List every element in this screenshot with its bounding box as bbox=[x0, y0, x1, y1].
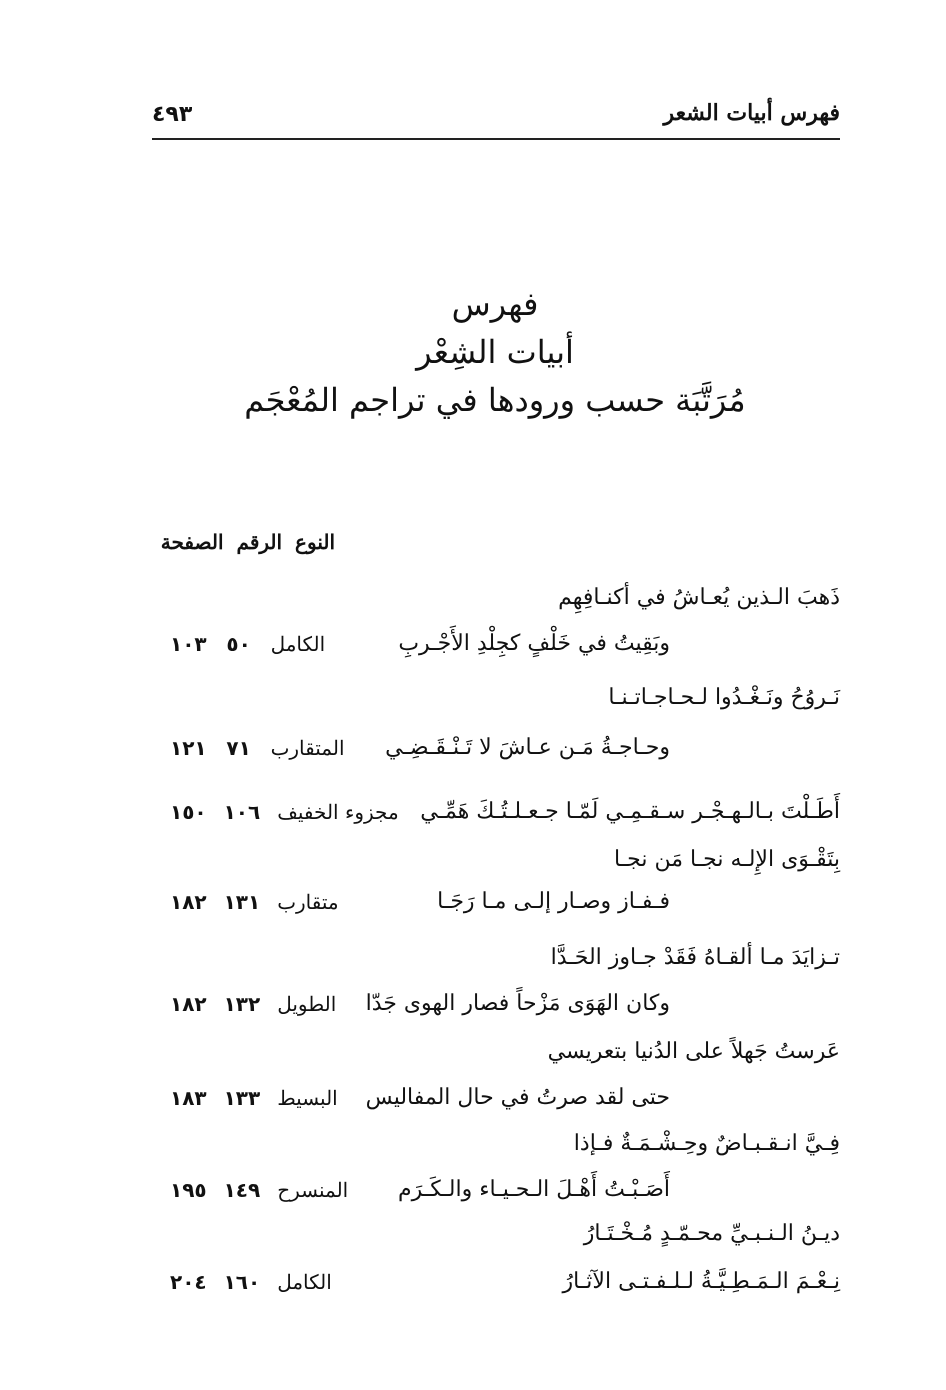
verse-meter: الكامل bbox=[270, 632, 326, 656]
verse-number: ١٣١ bbox=[223, 890, 261, 914]
verse-text: عَرستُ جَهلاً على الدُنيا بتعريسي bbox=[547, 1039, 840, 1064]
verse-text: أَطَـلْتَ بـالـهـجْـر سـقـمِـي لَمّـا جـعـلـتُـكَ هَمِّـي bbox=[420, 799, 840, 824]
verse-text: أَصَـبْـتُ أَهْـلَ الـحـيـاء والـكَـرَم bbox=[397, 1177, 670, 1202]
verse-page: ١٠٣ bbox=[170, 632, 207, 656]
verse-meta bbox=[160, 624, 325, 664]
verse-number: ٥٠ bbox=[226, 632, 251, 656]
verse-text: ذَهبَ الـذين يُعـاشُ في أكنـافِهِم bbox=[558, 585, 840, 610]
verse-single-line bbox=[150, 792, 840, 832]
verse-text: تـزايَدَ مـا ألقـاهُ فَقَدْ جـاوز الحَـدَّا bbox=[550, 945, 840, 970]
verse-second-hemistich bbox=[150, 882, 840, 922]
verse-text: وحـاجـةُ مَـن عـاشَ لا تَـنْـقَـضِـي bbox=[385, 735, 670, 760]
verse-meta bbox=[160, 792, 399, 832]
verse-meter: الطويل bbox=[277, 992, 337, 1016]
verse-number: ١٣٣ bbox=[223, 1086, 261, 1110]
column-header-type: النوع bbox=[295, 530, 335, 554]
title-line-3: مُرَتَّبَة حسب ورودها في تراجم المُعْجَم bbox=[244, 381, 746, 419]
title-line-1: فهرس bbox=[451, 285, 539, 323]
verse-text: وكان الهَوَى مَزْحاً فصار الهوى جَدّا bbox=[365, 991, 670, 1016]
verse-first-hemistich bbox=[150, 938, 840, 978]
running-head bbox=[152, 96, 840, 140]
verse-first-hemistich bbox=[150, 678, 840, 718]
running-title: فهرس أبيات الشعر bbox=[663, 100, 840, 126]
verse-first-hemistich bbox=[150, 840, 840, 880]
verse-meter: البسيط bbox=[277, 1086, 338, 1110]
verse-page: ١٨٢ bbox=[170, 992, 207, 1016]
verse-meter: الكامل bbox=[277, 1270, 332, 1294]
verse-page: ١٩٥ bbox=[170, 1178, 207, 1202]
verse-page: ١٥٠ bbox=[170, 800, 207, 824]
verse-first-hemistich bbox=[150, 578, 840, 618]
verse-number: ١٤٩ bbox=[223, 1178, 261, 1202]
verse-second-hemistich bbox=[150, 728, 840, 768]
verse-meta bbox=[160, 1262, 332, 1302]
verse-text: ديـنُ الـنـبـيِّ محـمّـدٍ مُـخْـتَـارُ bbox=[583, 1221, 840, 1246]
column-headers bbox=[155, 530, 335, 562]
verse-first-hemistich bbox=[150, 1214, 840, 1254]
column-header-page: الصفحة bbox=[160, 530, 224, 554]
verse-second-hemistich bbox=[150, 1262, 840, 1302]
index-title bbox=[150, 280, 840, 424]
verse-number: ١٠٦ bbox=[223, 800, 261, 824]
verse-meta bbox=[160, 882, 339, 922]
verse-text: فِـيَّ انـقـبـاضٌ وحِـشْـمَـةٌ فـإذا bbox=[573, 1131, 840, 1156]
verse-page: ١٢١ bbox=[170, 736, 207, 760]
verse-text: فـفـاز وصـار إلـى مـا رَجَـا bbox=[437, 889, 670, 914]
verse-meta bbox=[160, 1078, 338, 1118]
verse-number: ١٣٢ bbox=[223, 992, 261, 1016]
verse-number: ١٦٠ bbox=[223, 1270, 261, 1294]
verse-meta bbox=[160, 728, 345, 768]
verse-text: حتى لقد صرتُ في حال المفاليس bbox=[365, 1085, 670, 1110]
verse-page: ٢٠٤ bbox=[170, 1270, 207, 1294]
verse-first-hemistich bbox=[150, 1032, 840, 1072]
verse-text: نَـروُحُ ونَـغْـدُوا لـحـاجـاتـنـا bbox=[608, 685, 840, 710]
verse-number: ٧١ bbox=[226, 736, 251, 760]
verse-meter: متقارب bbox=[277, 890, 339, 914]
verse-first-hemistich bbox=[150, 1124, 840, 1164]
verse-text: وبَقِيتُ في خَلْفٍ كجِلْدِ الأَجْـربِ bbox=[398, 631, 670, 656]
verse-second-hemistich bbox=[150, 1078, 840, 1118]
verse-meta bbox=[160, 984, 336, 1024]
page-number: ٤٩٣ bbox=[152, 102, 193, 127]
verse-page: ١٨٣ bbox=[170, 1086, 207, 1110]
verse-text: نِـعْـمَ الـمَـطِـيَّـةُ لـلـفـتـى الآثـارُ bbox=[562, 1269, 840, 1294]
verse-meter: مجزوء الخفيف bbox=[277, 800, 399, 824]
verse-meter: المتقارب bbox=[270, 736, 345, 760]
verse-second-hemistich bbox=[150, 624, 840, 664]
title-line-2: أبيات الشِعْر bbox=[416, 333, 574, 371]
column-header-number: الرقم bbox=[236, 530, 283, 554]
verse-meter: المنسرح bbox=[277, 1178, 349, 1202]
verse-text: بِتَقْـوَى الإِلـه نجـا مَن نجـا bbox=[614, 847, 840, 872]
verse-second-hemistich bbox=[150, 1170, 840, 1210]
verse-page: ١٨٢ bbox=[170, 890, 207, 914]
verse-second-hemistich bbox=[150, 984, 840, 1024]
verse-meta bbox=[160, 1170, 348, 1210]
